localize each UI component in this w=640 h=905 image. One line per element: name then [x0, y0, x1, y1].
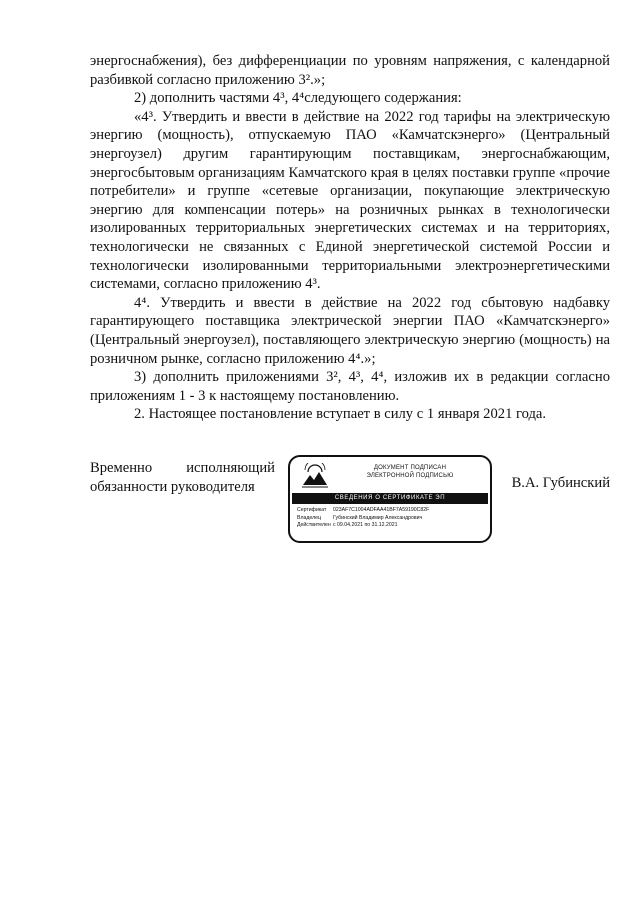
- stamp-header-line2: ЭЛЕКТРОННОЙ ПОДПИСЬЮ: [366, 472, 454, 479]
- signature-block: [90, 455, 610, 555]
- stamp-certificate-bar: СВЕДЕНИЯ О СЕРТИФИКАТЕ ЭП: [292, 493, 488, 504]
- stamp-row-owner: [297, 515, 487, 523]
- stamp-row-certificate: [297, 507, 487, 515]
- document-body: [90, 52, 610, 424]
- stamp-valid-value: с 09.04.2021 по 31.12.2021: [333, 522, 398, 528]
- signatory-name: В.А. Губинский: [511, 475, 610, 491]
- paragraph-part-4-4: 4⁴. Утвердить и ввести в действие на 2022 год сбытовую надбавку гарантирующего поставщика электрической энергии ПАО «Камчатскэнерго» (Центральный энергоузел), поставляющего электрическую энергию (мощность) на розничном рынке, согласно приложению 4⁴.»;: [90, 294, 610, 367]
- stamp-owner-label: Владелец: [297, 514, 321, 521]
- paragraph-effective-date: 2. Настоящее постановление вступает в силу с 1 января 2021 года.: [134, 406, 547, 423]
- stamp-cert-value: 023AF7C1004ADFAA41BF7A59190C82F: [333, 507, 430, 513]
- stamp-details: [297, 507, 487, 530]
- signatory-title-word2: исполняющий: [186, 460, 275, 476]
- paragraph-part-4-3: «4³. Утвердить и ввести в действие на 2022 год тарифы на электрическую энергию (мощность), отпускаемую ПАО «Камчатскэнерго» (Центральный энергоузел) другим гарантирующим поставщикам, энергоснабжающим, энергосбытовым организациям Камчатского края в целях поставки группе «прочие потребители» и группе «сетевые организации, покупающие электрическую энергию для компенсации потерь» на розничных рынках в технологически изолированных территориальных энергетических системах и на территориях, технологически не связанных с Единой энергетической системой России и технологически изолированными территориальными электроэнергетическими системами, согласно приложению 4³.: [90, 108, 610, 293]
- stamp-header: [340, 465, 480, 480]
- paragraph-continuation: энергоснабжения), без дифференциации по уровням напряжения, с календарной разбивкой согласно приложению 3².»;: [90, 53, 610, 88]
- stamp-header-line1: ДОКУМЕНТ ПОДПИСАН: [373, 465, 447, 471]
- stamp-valid-label: Действителен: [297, 522, 331, 528]
- paragraph-item-3: 3) дополнить приложениями 3², 4³, 4⁴, изложив их в редакции согласно приложениям 1 - 3 к настоящему постановлению.: [90, 369, 610, 404]
- paragraph-item-2: 2) дополнить частями 4³, 4⁴следующего содержания:: [134, 90, 462, 107]
- signatory-title-line2: обязанности руководителя: [90, 478, 255, 495]
- signatory-title-word1: Временно: [90, 460, 153, 476]
- signatory-title: [90, 459, 275, 496]
- stamp-row-validity: [297, 522, 487, 530]
- stamp-owner-value: Губинский Владимир Александрович: [333, 514, 423, 521]
- stamp-cert-label: Сертификат: [297, 507, 327, 513]
- electronic-signature-stamp: [288, 455, 492, 543]
- crest-logo-icon: [300, 463, 330, 489]
